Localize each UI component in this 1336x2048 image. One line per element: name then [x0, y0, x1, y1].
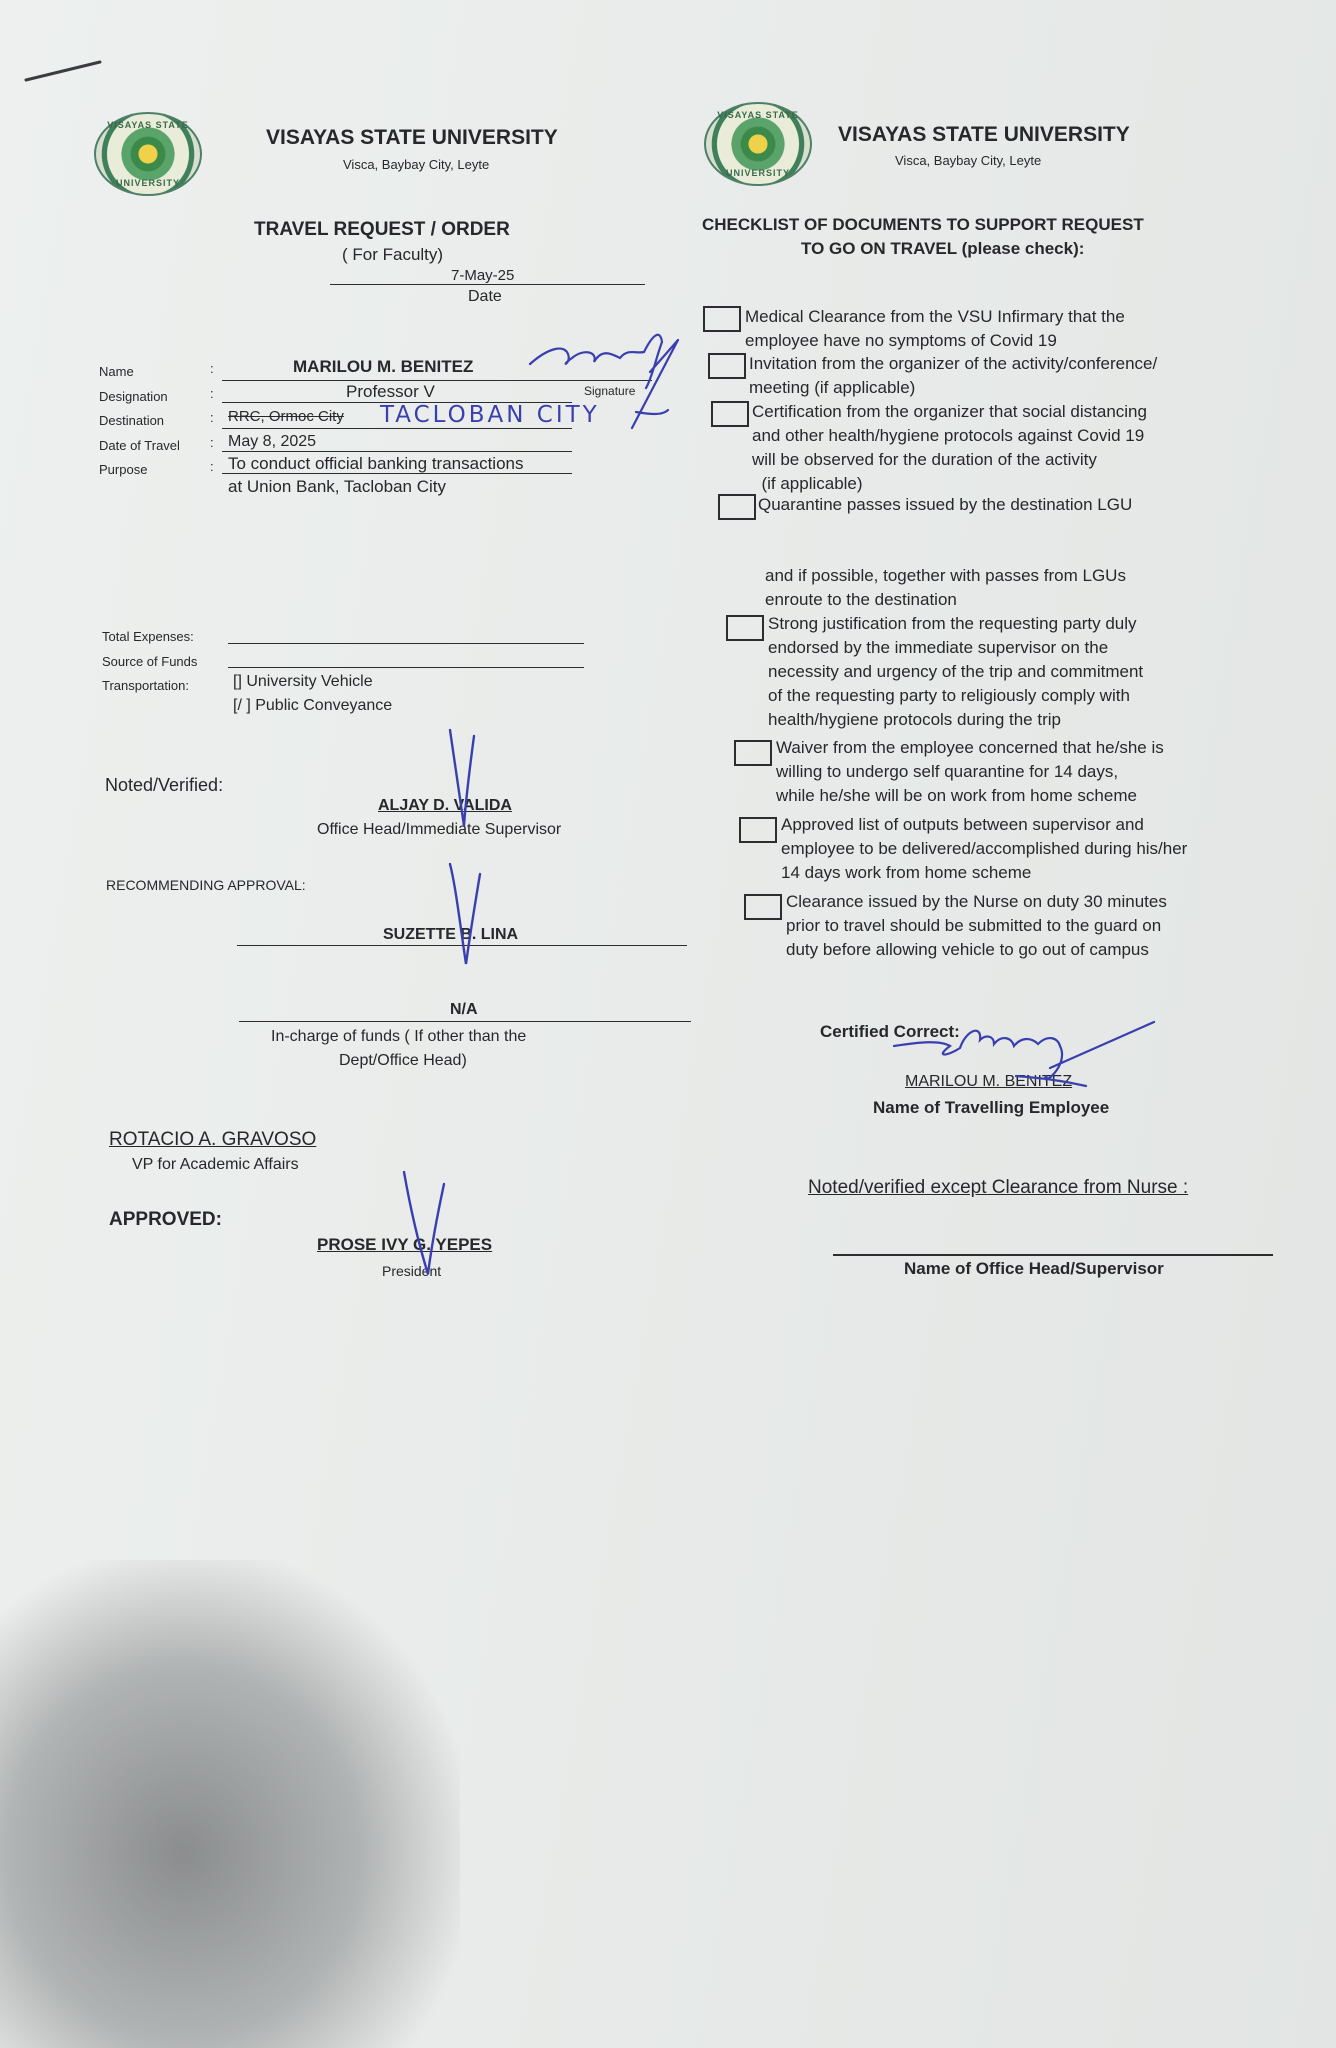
date-of-travel-value: May 8, 2025 [228, 433, 317, 450]
name-value: MARILOU M. BENITEZ [293, 357, 474, 376]
noted-signature [440, 726, 480, 836]
checklist-title-line-1: CHECKLIST OF DOCUMENTS TO SUPPORT REQUEST [702, 215, 1144, 234]
funds-line [239, 1021, 691, 1022]
checklist-item-quarantine: Quarantine passes issued by the destination LGU [758, 495, 1133, 514]
destination-handwritten: TACLOBAN CITY [380, 402, 600, 428]
transportation-label: Transportation: [102, 678, 189, 693]
form-subtitle: ( For Faculty) [342, 245, 444, 264]
checklist-checkbox[interactable] [703, 306, 741, 332]
designation-value: Professor V [346, 382, 435, 401]
checklist-checkbox[interactable] [739, 817, 777, 843]
checklist-checkbox[interactable] [718, 494, 756, 520]
university-name-left: VISAYAS STATE UNIVERSITY [266, 126, 558, 149]
seal-text-top: VISAYAS STATE [717, 110, 799, 120]
employee-caption: Name of Travelling Employee [873, 1098, 1110, 1117]
destination-line [222, 428, 572, 429]
president-name: PROSE IVY G. YEPES [317, 1235, 493, 1254]
designation-label: Designation [99, 389, 168, 404]
checklist-item-nurse-clearance: Clearance issued by the Nurse on duty 30 minutes prior to travel should be submitted to the guard on duty before allowing vehicle to go out of campus [786, 892, 1167, 959]
checklist-checkbox[interactable] [734, 740, 772, 766]
seal-text-top: VISAYAS STATE [107, 120, 189, 130]
noted-name: ALJAY D. VALIDA [378, 797, 512, 814]
transport-option-public-conveyance: [/ ] Public Conveyance [233, 697, 393, 714]
office-head-line [833, 1254, 1273, 1256]
noted-except-label: Noted/verified except Clearance from Nurse : [808, 1177, 1189, 1198]
vp-name: ROTACIO A. GRAVOSO [109, 1129, 317, 1150]
president-signature [400, 1166, 450, 1280]
checklist-item-certification: Certification from the organizer that social distancing and other health/hygiene protocols against Covid 19 will be observed for the duration of the activity (if applicable) [752, 402, 1147, 493]
purpose-label: Purpose [99, 462, 148, 477]
total-expenses-line [228, 643, 584, 644]
office-head-caption: Name of Office Head/Supervisor [904, 1259, 1164, 1278]
pen-mark [22, 56, 102, 86]
signature-label: Signature [584, 384, 636, 398]
checklist-item-outputs: Approved list of outputs between supervisor and employee to be delivered/accomplished during his/her 14 days work from home scheme [781, 815, 1188, 882]
university-seal-right [704, 102, 812, 186]
purpose-line-1: To conduct official banking transactions [228, 454, 524, 473]
checklist-title-line-2: TO GO ON TRAVEL (please check): [801, 239, 1085, 258]
date-of-travel-line [222, 451, 572, 452]
funds-title-line-1: In-charge of funds ( If other than the [271, 1028, 527, 1045]
employee-signature [528, 318, 688, 438]
checklist-item-justification: Strong justification from the requesting party duly endorsed by the immediate supervisor on the necessity and urgency of the trip and commitment of the requesting party to religiously comply with health/hygiene protocols during the trip [768, 614, 1144, 729]
photo-shadow [0, 1560, 460, 2048]
form-date-label: Date [468, 288, 502, 305]
noted-title: Office Head/Immediate Supervisor [317, 821, 562, 838]
university-address-left: Visca, Baybay City, Leyte [343, 157, 490, 172]
form-title: TRAVEL REQUEST / ORDER [254, 219, 510, 240]
vp-title: VP for Academic Affairs [132, 1156, 299, 1173]
funds-name: N/A [450, 1001, 478, 1018]
purpose-underline [222, 473, 572, 474]
colon: : [210, 410, 214, 425]
purpose-line-2: at Union Bank, Tacloban City [228, 477, 446, 496]
university-name-right: VISAYAS STATE UNIVERSITY [838, 123, 1130, 146]
university-address-right: Visca, Baybay City, Leyte [895, 153, 1042, 168]
employee-name: MARILOU M. BENITEZ [905, 1073, 1073, 1090]
certified-signature [890, 1016, 1160, 1096]
president-title: President [382, 1263, 442, 1279]
colon: : [210, 361, 214, 376]
checklist-item-invitation: Invitation from the organizer of the activity/conference/ meeting (if applicable) [749, 354, 1158, 397]
name-label: Name [99, 364, 134, 379]
checklist-checkbox[interactable] [744, 894, 782, 920]
checklist-item-waiver: Waiver from the employee concerned that he/she is willing to undergo self quarantine for 14 days, while he/she will be on work from home scheme [776, 738, 1164, 805]
checklist-checkbox[interactable] [726, 615, 764, 641]
source-of-funds-line [228, 667, 584, 668]
approved-label: APPROVED: [109, 1209, 222, 1230]
recommending-signature [446, 858, 486, 970]
transport-option-university-vehicle: [] University Vehicle [233, 673, 373, 690]
total-expenses-label: Total Expenses: [102, 629, 194, 644]
university-seal-left [94, 112, 202, 196]
destination-struck: RRC, Ormoc City [228, 408, 344, 425]
recommending-name: SUZETTE B. LINA [383, 926, 519, 943]
seal-text-bottom: UNIVERSITY [725, 168, 790, 178]
colon: : [210, 386, 214, 401]
certified-label: Certified Correct: [820, 1022, 960, 1041]
form-date-value: 7-May-25 [451, 267, 515, 284]
noted-label: Noted/Verified: [105, 775, 224, 795]
seal-text-bottom: UNIVERSITY [115, 178, 180, 188]
destination-label: Destination [99, 413, 165, 428]
colon: : [210, 435, 214, 450]
checklist-checkbox[interactable] [711, 401, 749, 427]
source-of-funds-label: Source of Funds [102, 654, 198, 669]
funds-title-line-2: Dept/Office Head) [339, 1052, 467, 1069]
recommending-label: RECOMMENDING APPROVAL: [106, 877, 306, 893]
checklist-item-medical: Medical Clearance from the VSU Infirmary that the employee have no symptoms of Covid 19 [745, 307, 1125, 350]
colon: : [210, 459, 214, 474]
date-line [330, 284, 645, 285]
checklist-item-lgu-passes: and if possible, together with passes from LGUs enroute to the destination [765, 566, 1126, 609]
date-of-travel-label: Date of Travel [99, 438, 180, 453]
checklist-checkbox[interactable] [708, 353, 746, 379]
